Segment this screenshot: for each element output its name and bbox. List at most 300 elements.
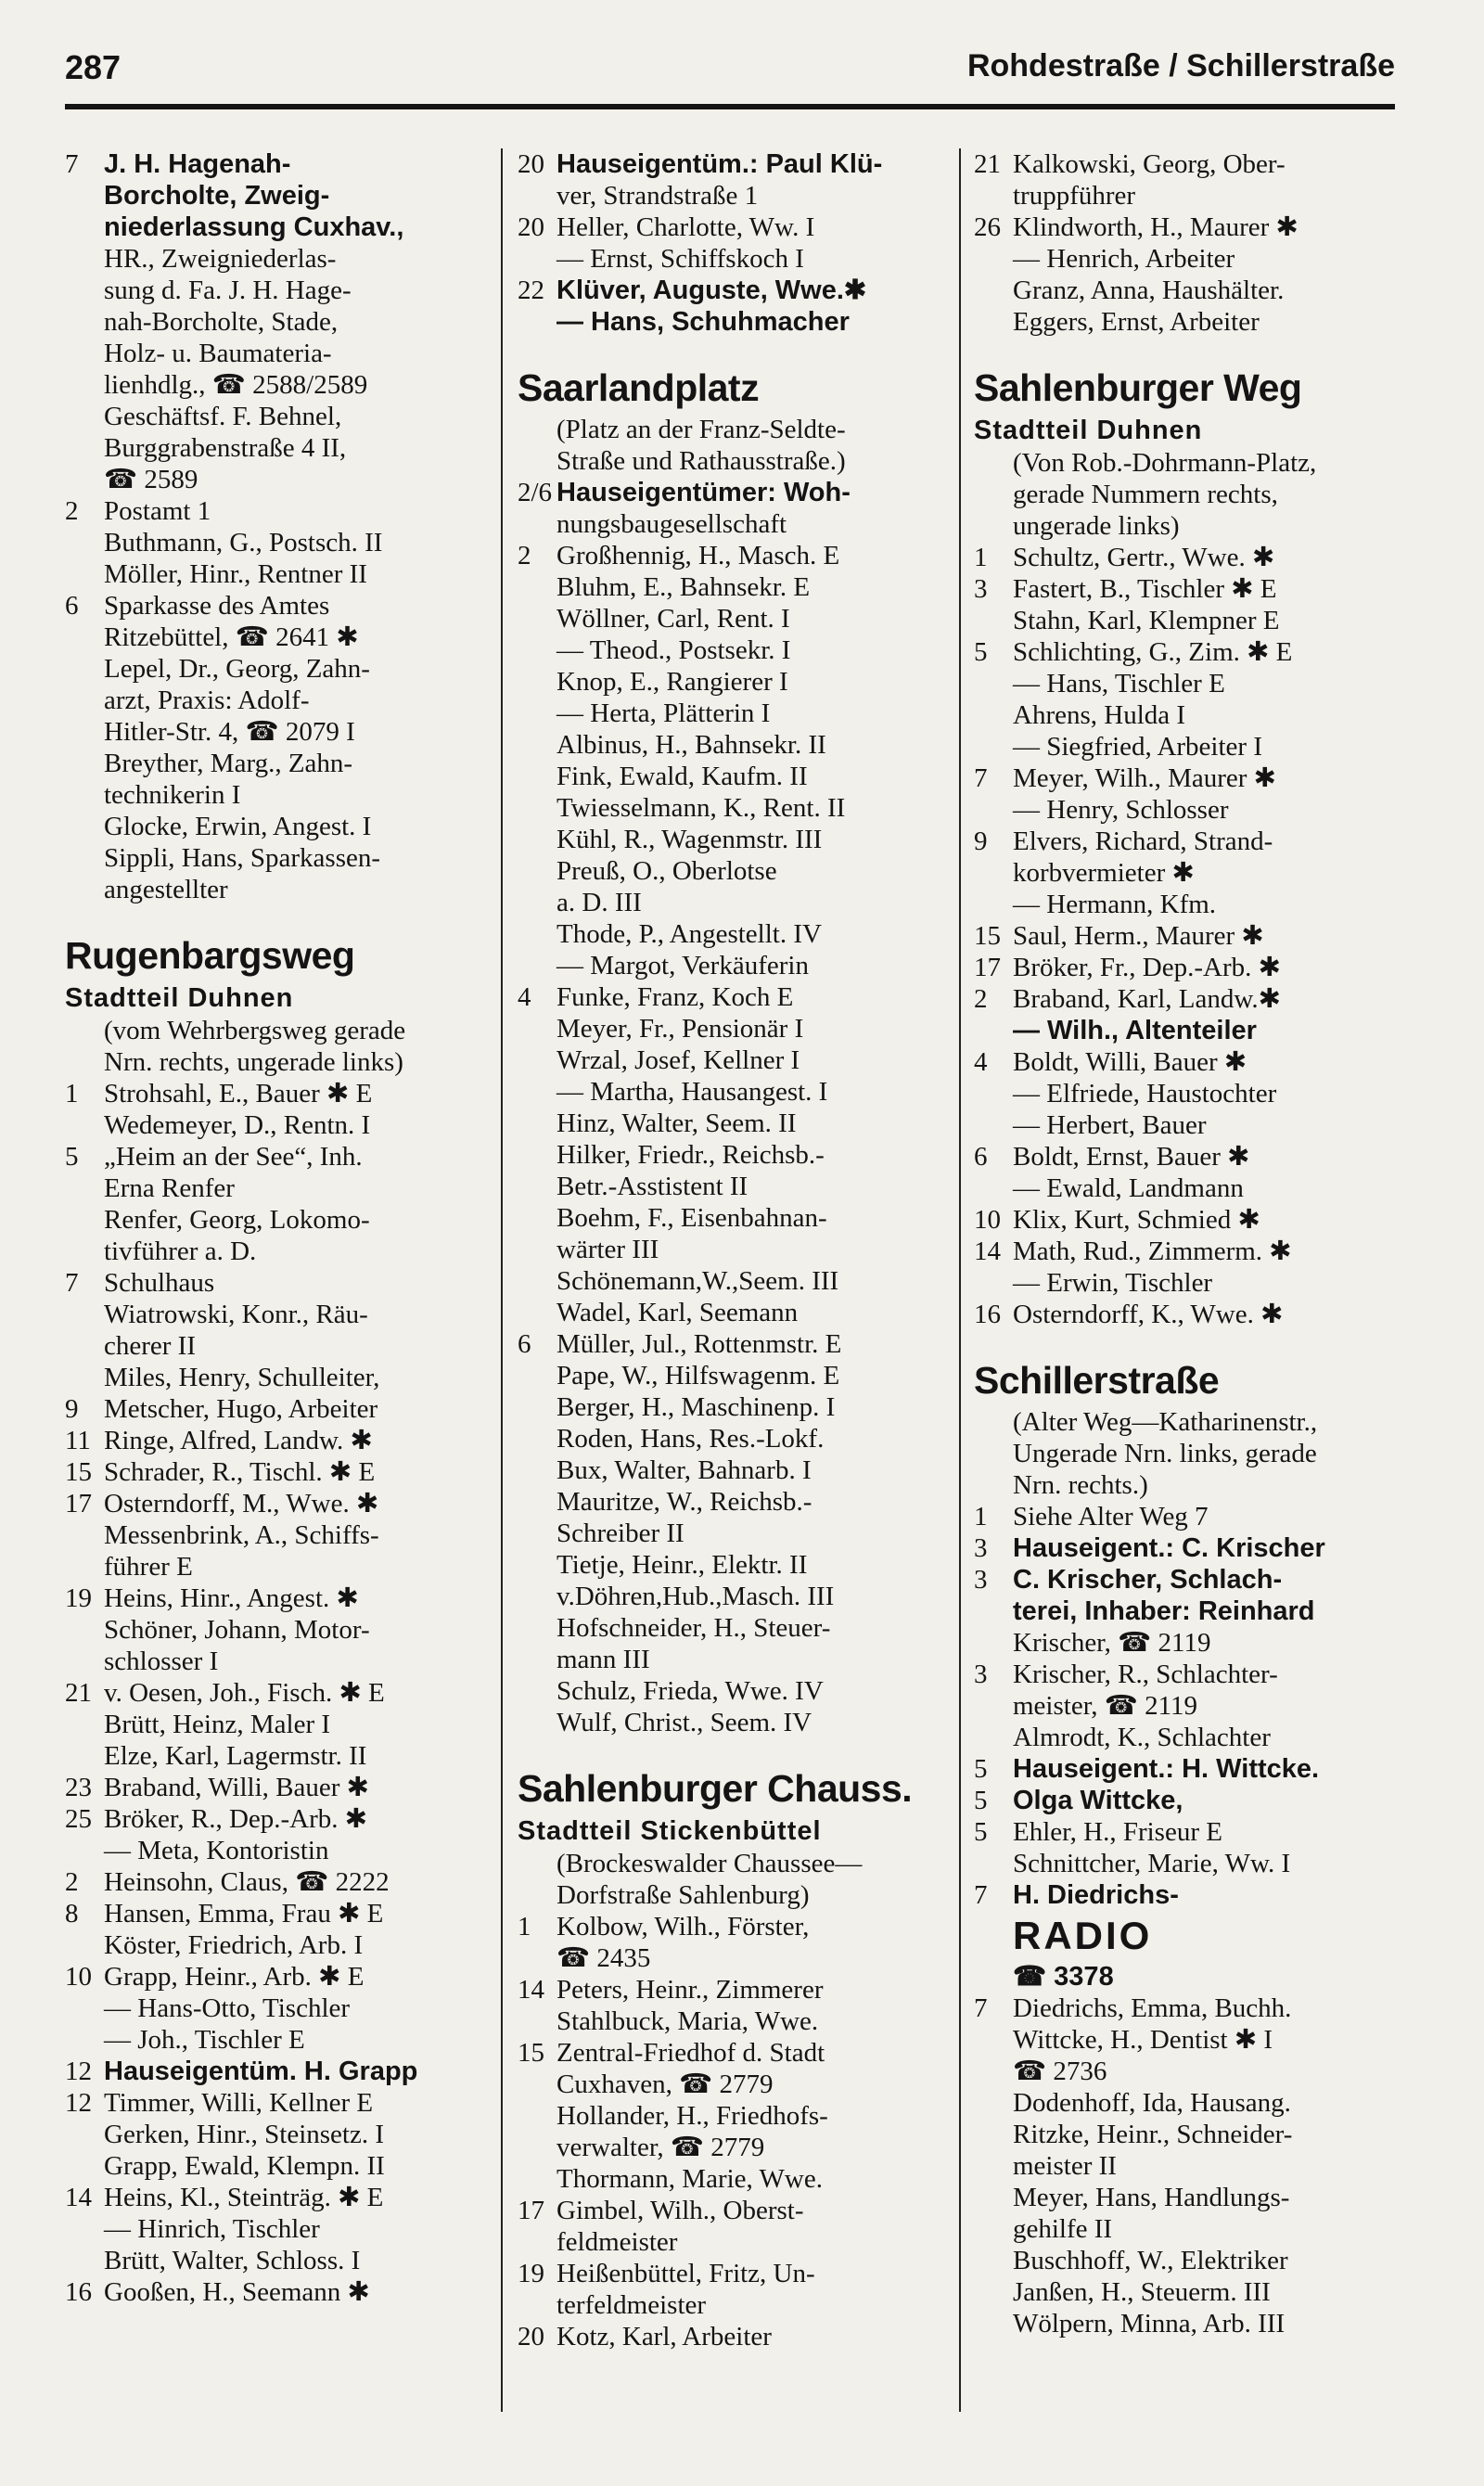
directory-entry-continuation	[518, 950, 946, 981]
directory-entry	[974, 826, 1401, 857]
directory-entry-continuation	[65, 306, 487, 338]
directory-entry-continuation	[974, 2308, 1401, 2339]
house-number: 5	[974, 1786, 988, 1815]
entry-text: Ahrens, Hulda I	[1013, 700, 1186, 730]
directory-entry-continuation	[974, 605, 1401, 636]
directory-entry	[974, 211, 1401, 243]
directory-entry	[974, 1236, 1401, 1267]
directory-entry-continuation	[65, 338, 487, 369]
directory-entry-continuation	[518, 2132, 946, 2163]
directory-entry	[518, 540, 946, 571]
entry-text: tivführer a. D.	[104, 1237, 257, 1266]
entry-text: Stahn, Karl, Klempner E	[1013, 606, 1280, 635]
entry-text: Heins, Hinr., Angest. ✱	[104, 1583, 359, 1613]
directory-entry	[65, 1488, 487, 1519]
directory-entry-continuation	[518, 1848, 946, 1879]
directory-entry	[65, 1677, 487, 1709]
entry-text: Krischer, R., Schlachter-	[1013, 1659, 1278, 1689]
house-number: 5	[974, 1817, 988, 1847]
entry-text: technikerin I	[104, 780, 241, 810]
house-number: 17	[518, 2196, 544, 2225]
directory-entry-continuation	[518, 855, 946, 887]
entry-text: (Brockeswalder Chaussee—	[556, 1849, 863, 1878]
directory-entry-continuation	[518, 2005, 946, 2037]
directory-entry-continuation	[518, 1675, 946, 1707]
directory-entry	[518, 2258, 946, 2289]
directory-entry-continuation	[65, 1046, 487, 1078]
entry-text: Müller, Jul., Rottenmstr. E	[556, 1329, 842, 1359]
directory-entry-continuation	[65, 180, 487, 211]
entry-text: — Erwin, Tischler	[1013, 1268, 1213, 1298]
entry-text: H. Diedrichs-	[1013, 1880, 1179, 1910]
entry-text: Grapp, Ewald, Klempn. II	[104, 2151, 385, 2181]
entry-text: Schönemann,W.,Seem. III	[556, 1266, 839, 1296]
entry-text: Wadel, Karl, Seemann	[556, 1298, 799, 1327]
house-number: 9	[65, 1394, 79, 1424]
entry-text: Hauseigentüm. H. Grapp	[104, 2057, 418, 2086]
entry-text: — Hans-Otto, Tischler	[104, 1993, 351, 2023]
entry-text: Cuxhaven, ☎ 2779	[556, 2070, 774, 2099]
entry-text: Hitler-Str. 4, ☎ 2079 I	[104, 717, 355, 747]
entry-text: Fink, Ewald, Kaufm. II	[556, 762, 808, 791]
house-number: 15	[65, 1457, 92, 1487]
entry-text: — Ewald, Landmann	[1013, 1173, 1244, 1203]
entry-text: — Meta, Kontoristin	[104, 1836, 329, 1865]
directory-entry-continuation	[974, 1627, 1401, 1659]
directory-entry-continuation	[518, 729, 946, 761]
house-number: 7	[65, 149, 79, 179]
district-subheading: Stadtteil Stickenbüttel	[518, 1816, 822, 1846]
entry-text: verwalter, ☎ 2779	[556, 2133, 765, 2162]
column-1	[65, 148, 487, 2412]
house-number: 3	[974, 574, 988, 604]
house-number: 1	[65, 1079, 79, 1108]
house-number: 7	[65, 1268, 79, 1298]
entry-text: ungerade links)	[1013, 511, 1180, 541]
house-number: 2	[974, 984, 988, 1014]
page-number: 287	[65, 48, 122, 86]
directory-entry-continuation	[974, 2024, 1401, 2056]
directory-entry	[518, 2195, 946, 2226]
entry-text: Almrodt, K., Schlachter	[1013, 1723, 1271, 1752]
directory-entry	[65, 1961, 487, 1993]
column-divider-2	[959, 148, 961, 2412]
directory-entry-continuation	[518, 792, 946, 824]
entry-text: — Henry, Schlosser	[1013, 795, 1229, 825]
entry-text: Brütt, Heinz, Maler I	[104, 1710, 331, 1739]
street-heading: Schillerstraße	[974, 1359, 1220, 1402]
directory-entry-continuation	[65, 1173, 487, 1204]
directory-entry	[65, 1456, 487, 1488]
house-number: 17	[65, 1489, 92, 1519]
entry-text: Twiesselmann, K., Rent. II	[556, 793, 846, 823]
entry-text: feldmeister	[556, 2227, 678, 2257]
directory-entry-continuation	[65, 1929, 487, 1961]
entry-text: nah-Borcholte, Stade,	[104, 307, 339, 337]
street-heading: Rugenbargsweg	[65, 934, 355, 977]
entry-text: Zentral-Friedhof d. Stadt	[556, 2038, 825, 2068]
house-number: 20	[518, 2322, 544, 2351]
directory-entry-continuation	[65, 432, 487, 464]
entry-text: Osterndorff, M., Wwe. ✱	[104, 1489, 379, 1519]
directory-entry-continuation	[518, 761, 946, 792]
directory-entry	[974, 952, 1401, 983]
header-rule	[65, 104, 1395, 109]
directory-entry-continuation	[518, 824, 946, 855]
entry-text: (Platz an der Franz-Seldte-	[556, 415, 846, 444]
directory-entry-continuation	[518, 1486, 946, 1518]
directory-entry-continuation	[518, 887, 946, 918]
entry-text: Wittcke, H., Dentist ✱ I	[1013, 2025, 1273, 2055]
entry-text: Knop, E., Rangierer I	[556, 667, 788, 697]
directory-entry-continuation	[974, 2182, 1401, 2213]
house-number: 14	[974, 1237, 1001, 1266]
entry-text: terfeldmeister	[556, 2290, 707, 2320]
directory-entry-continuation	[518, 1879, 946, 1911]
entry-text: Bröker, R., Dep.-Arb. ✱	[104, 1804, 368, 1834]
directory-entry-continuation	[974, 794, 1401, 826]
column-2	[518, 148, 946, 2412]
entry-text: Gerken, Hinr., Steinsetz. I	[104, 2120, 385, 2149]
entry-text: Dorfstraße Sahlenburg)	[556, 1880, 810, 1910]
entry-text: Kalkowski, Georg, Ober-	[1013, 149, 1286, 179]
entry-text: Postamt 1	[104, 496, 211, 526]
directory-entry-continuation	[518, 603, 946, 634]
entry-text: Hofschneider, H., Steuer-	[556, 1613, 831, 1643]
directory-entry-continuation	[518, 2100, 946, 2132]
entry-text: Thode, P., Angestellt. IV	[556, 919, 822, 949]
house-number: 21	[65, 1678, 92, 1708]
directory-entry-continuation	[65, 1646, 487, 1677]
entry-text: Ritzebüttel, ☎ 2641 ✱	[104, 622, 359, 652]
directory-entry-continuation	[518, 1454, 946, 1486]
directory-entry	[65, 1141, 487, 1173]
entry-text: Ringe, Alfred, Landw. ✱	[104, 1426, 373, 1455]
directory-entry-continuation	[518, 414, 946, 445]
entry-text: — Hans, Tischler E	[1013, 669, 1225, 698]
directory-entry-continuation	[974, 2245, 1401, 2276]
entry-text: Kühl, R., Wagenmstr. III	[556, 825, 823, 854]
entry-text: Peters, Heinr., Zimmerer	[556, 1975, 824, 2005]
entry-text: Krischer, ☎ 2119	[1013, 1628, 1211, 1658]
entry-text: Hauseigentümer: Woh-	[556, 478, 851, 507]
entry-text: Schreiber II	[556, 1519, 684, 1548]
entry-text: meister II	[1013, 2151, 1117, 2181]
entry-text: Bluhm, E., Bahnsekr. E	[556, 572, 811, 602]
directory-entry-continuation	[65, 1236, 487, 1267]
entry-text: Osterndorff, K., Wwe. ✱	[1013, 1300, 1284, 1329]
entry-text: gehilfe II	[1013, 2214, 1113, 2244]
entry-text: — Theod., Postsekr. I	[556, 635, 791, 665]
house-number: 5	[65, 1142, 79, 1172]
directory-entry-continuation	[65, 1740, 487, 1772]
street-heading: Sahlenburger Weg	[974, 366, 1302, 409]
entry-text: Eggers, Ernst, Arbeiter	[1013, 307, 1260, 337]
entry-text: — Ernst, Schiffskoch I	[556, 244, 804, 274]
directory-entry	[65, 590, 487, 622]
entry-text: — Martha, Hausangest. I	[556, 1077, 828, 1107]
house-number: 2/6	[518, 478, 553, 507]
entry-text: Fastert, B., Tischler ✱ E	[1013, 574, 1277, 604]
entry-text: terei, Inhaber: Reinhard	[1013, 1596, 1315, 1626]
directory-entry	[65, 1866, 487, 1898]
directory-entry	[974, 1046, 1401, 1078]
directory-entry-continuation	[65, 2150, 487, 2182]
house-number: 7	[974, 763, 988, 793]
entry-text: Hauseigent.: H. Wittcke.	[1013, 1754, 1320, 1784]
entry-text: Strohsahl, E., Bauer ✱ E	[104, 1079, 373, 1108]
entry-text: HR., Zweigniederlas-	[104, 244, 337, 274]
entry-text: Saul, Herm., Maurer ✱	[1013, 921, 1264, 951]
column-divider-1	[501, 148, 503, 2412]
house-number: 22	[518, 276, 544, 305]
house-number: 14	[518, 1975, 544, 2005]
entry-text: angestellter	[104, 875, 228, 904]
entry-text: Schulz, Frieda, Wwe. IV	[556, 1676, 824, 1706]
directory-entry-continuation	[518, 634, 946, 666]
directory-entry-continuation	[974, 1595, 1401, 1627]
directory-entry	[974, 1141, 1401, 1173]
house-number: 12	[65, 2088, 92, 2118]
house-number: 7	[974, 1880, 988, 1910]
directory-entry-continuation	[518, 1076, 946, 1108]
entry-text: arzt, Praxis: Adolf-	[104, 686, 310, 715]
entry-text: Diedrichs, Emma, Buchh.	[1013, 1993, 1292, 2023]
entry-text: Elze, Karl, Lagermstr. II	[104, 1741, 367, 1771]
directory-entry-continuation	[65, 1330, 487, 1362]
directory-entry	[518, 1328, 946, 1360]
entry-text: cherer II	[104, 1331, 196, 1361]
directory-entry-continuation	[974, 306, 1401, 338]
directory-entry-continuation	[65, 464, 487, 495]
directory-entry	[974, 636, 1401, 668]
entry-text: Bröker, Fr., Dep.-Arb. ✱	[1013, 953, 1281, 982]
directory-entry-continuation	[518, 571, 946, 603]
directory-entry-continuation	[974, 2150, 1401, 2182]
entry-text: Janßen, H., Steuerm. III	[1013, 2277, 1271, 2307]
house-number: 5	[974, 637, 988, 667]
entry-text: Heinsohn, Claus, ☎ 2222	[104, 1867, 390, 1897]
entry-text: Lepel, Dr., Georg, Zahn-	[104, 654, 370, 684]
entry-text: Kotz, Karl, Arbeiter	[556, 2322, 772, 2351]
directory-entry-continuation	[518, 1297, 946, 1328]
entry-text: Ungerade Nrn. links, gerade	[1013, 1439, 1317, 1468]
entry-text: Holz- u. Baumateria-	[104, 339, 332, 368]
house-number: 5	[974, 1754, 988, 1784]
house-number: 7	[974, 1993, 988, 2023]
entry-text: Nrn. rechts.)	[1013, 1470, 1148, 1500]
entry-text: v. Oesen, Joh., Fisch. ✱ E	[104, 1678, 385, 1708]
entry-text: — Elfriede, Haustochter	[1013, 1079, 1277, 1108]
entry-text: Tietje, Heinr., Elektr. II	[556, 1550, 808, 1580]
entry-text: Timmer, Willi, Kellner E	[104, 2088, 374, 2118]
house-number: 17	[974, 953, 1001, 982]
entry-text: ☎ 2589	[104, 465, 198, 494]
entry-text: Geschäftsf. F. Behnel,	[104, 402, 342, 431]
directory-entry	[65, 1425, 487, 1456]
directory-entry-continuation	[518, 1518, 946, 1549]
directory-entry-continuation	[974, 510, 1401, 542]
house-number: 6	[518, 1329, 531, 1359]
directory-entry-continuation	[974, 1015, 1401, 1046]
house-number: 26	[974, 212, 1001, 242]
house-number: 19	[65, 1583, 92, 1613]
directory-entry-continuation	[65, 401, 487, 432]
directory-entry	[974, 542, 1401, 573]
directory-entry-continuation	[65, 842, 487, 874]
entry-text: Klüver, Auguste, Wwe.✱	[556, 276, 867, 305]
directory-entry-continuation	[518, 2069, 946, 2100]
directory-entry	[974, 573, 1401, 605]
page-header	[65, 48, 1395, 95]
entry-text: Wulf, Christ., Seem. IV	[556, 1708, 812, 1737]
entry-text: Meyer, Fr., Pensionär I	[556, 1014, 804, 1044]
directory-entry-continuation	[65, 1709, 487, 1740]
entry-text: Wöllner, Carl, Rent. I	[556, 604, 790, 634]
entry-text: Braband, Karl, Landw.✱	[1013, 984, 1281, 1014]
entry-text: Hauseigentüm.: Paul Klü-	[556, 149, 883, 179]
directory-entry-continuation	[518, 1644, 946, 1675]
house-number: 9	[974, 827, 988, 856]
directory-entry-continuation	[65, 211, 487, 243]
house-number: 2	[65, 496, 79, 526]
directory-entry-continuation	[974, 2087, 1401, 2119]
entry-text: lienhdlg., ☎ 2588/2589	[104, 370, 368, 400]
entry-text: Burggrabenstraße 4 II,	[104, 433, 347, 463]
directory-entry-continuation	[65, 1204, 487, 1236]
directory-entry	[974, 1659, 1401, 1690]
directory-entry	[65, 1803, 487, 1835]
directory-entry-continuation	[518, 698, 946, 729]
directory-entry-continuation	[518, 918, 946, 950]
directory-entry	[974, 920, 1401, 952]
directory-entry	[974, 1993, 1401, 2024]
entry-text: Miles, Henry, Schulleiter,	[104, 1363, 380, 1392]
directory-entry-continuation	[65, 2024, 487, 2056]
house-number: 2	[65, 1867, 79, 1897]
directory-entry-continuation	[518, 1423, 946, 1454]
entry-text: Olga Wittcke,	[1013, 1786, 1183, 1815]
directory-entry	[65, 2276, 487, 2308]
directory-entry-continuation	[65, 779, 487, 811]
directory-entry-continuation	[65, 653, 487, 685]
entry-text: Stahlbuck, Maria, Wwe.	[556, 2006, 819, 2036]
entry-text: Köster, Friedrich, Arb. I	[104, 1930, 364, 1960]
house-number: 19	[518, 2259, 544, 2288]
house-number: 3	[974, 1565, 988, 1595]
directory-entry-continuation	[518, 1612, 946, 1644]
directory-entry-continuation	[518, 1581, 946, 1612]
directory-entry-continuation	[974, 447, 1401, 479]
directory-entry-continuation	[65, 716, 487, 748]
entry-text: Dodenhoff, Ida, Hausang.	[1013, 2088, 1291, 2118]
entry-text: Hilker, Friedr., Reichsb.-	[556, 1140, 825, 1170]
entry-text: ver, Strandstraße 1	[556, 181, 759, 211]
directory-entry	[518, 211, 946, 243]
entry-text: gerade Nummern rechts,	[1013, 480, 1278, 509]
directory-entry	[65, 148, 487, 180]
directory-entry-continuation	[65, 811, 487, 842]
directory-entry-continuation	[65, 2245, 487, 2276]
directory-entry	[65, 1078, 487, 1109]
directory-entry-continuation	[518, 2163, 946, 2195]
house-number: 2	[518, 541, 531, 570]
directory-entry	[974, 1204, 1401, 1236]
entry-text: Schöner, Johann, Motor-	[104, 1615, 370, 1645]
directory-entry-continuation	[65, 558, 487, 590]
house-number: 23	[65, 1773, 92, 1802]
entry-text: Breyther, Marg., Zahn-	[104, 749, 353, 778]
house-number: 16	[974, 1300, 1001, 1329]
entry-text: Schulhaus	[104, 1268, 215, 1298]
directory-entry	[518, 275, 946, 306]
entry-text: J. H. Hagenah-	[104, 149, 291, 179]
directory-entry	[974, 1501, 1401, 1532]
directory-entry	[518, 148, 946, 180]
entry-text: schlosser I	[104, 1647, 219, 1676]
entry-text: — Wilh., Altenteiler	[1013, 1016, 1257, 1045]
directory-entry	[974, 148, 1401, 180]
entry-text: Metscher, Hugo, Arbeiter	[104, 1394, 378, 1424]
directory-entry-continuation	[518, 445, 946, 477]
entry-text: Sippli, Hans, Sparkassen-	[104, 843, 381, 873]
entry-text: a. D. III	[556, 888, 642, 917]
directory-entry	[518, 1911, 946, 1942]
entry-text: Albinus, H., Bahnsekr. II	[556, 730, 826, 760]
directory-entry-continuation	[65, 685, 487, 716]
directory-entry-continuation	[518, 1108, 946, 1139]
directory-entry-continuation	[974, 1722, 1401, 1753]
house-number: 20	[518, 212, 544, 242]
directory-entry	[974, 1299, 1401, 1330]
directory-entry-continuation	[974, 699, 1401, 731]
entry-text: Math, Rud., Zimmerm. ✱	[1013, 1237, 1292, 1266]
entry-text: — Siegfried, Arbeiter I	[1013, 732, 1262, 762]
entry-text: Schultz, Gertr., Wwe. ✱	[1013, 543, 1275, 572]
directory-entry	[974, 1785, 1401, 1816]
directory-entry	[65, 1583, 487, 1614]
entry-text: Grapp, Heinr., Arb. ✱ E	[104, 1962, 365, 1992]
column-3	[974, 148, 1401, 2412]
directory-entry-continuation	[518, 1707, 946, 1738]
entry-text: Braband, Willi, Bauer ✱	[104, 1773, 369, 1802]
directory-entry-continuation	[65, 243, 487, 275]
directory-entry-continuation	[974, 1438, 1401, 1469]
directory-entry	[65, 2182, 487, 2213]
entry-text: Sparkasse des Amtes	[104, 591, 330, 621]
directory-entry-continuation	[65, 2213, 487, 2245]
directory-entry-continuation	[65, 1519, 487, 1551]
directory-entry	[974, 1564, 1401, 1595]
entry-text: (vom Wehrbergsweg gerade	[104, 1016, 406, 1045]
directory-entry	[65, 2056, 487, 2087]
house-number: 15	[974, 921, 1001, 951]
directory-entry	[974, 762, 1401, 794]
directory-entry-continuation	[518, 2226, 946, 2258]
entry-text: Preuß, O., Oberlotse	[556, 856, 777, 886]
directory-entry-continuation	[518, 1234, 946, 1265]
entry-text: Nrn. rechts, ungerade links)	[104, 1047, 403, 1077]
entry-text: Heller, Charlotte, Ww. I	[556, 212, 815, 242]
entry-text: Granz, Anna, Haushälter.	[1013, 276, 1285, 305]
directory-entry-continuation	[518, 1171, 946, 1202]
entry-text: Großhennig, H., Masch. E	[556, 541, 840, 570]
house-number: 21	[974, 149, 1001, 179]
entry-text: Kolbow, Wilh., Förster,	[556, 1912, 810, 1941]
house-number: 3	[974, 1533, 988, 1563]
directory-entry	[518, 981, 946, 1013]
directory-entry-continuation	[974, 180, 1401, 211]
